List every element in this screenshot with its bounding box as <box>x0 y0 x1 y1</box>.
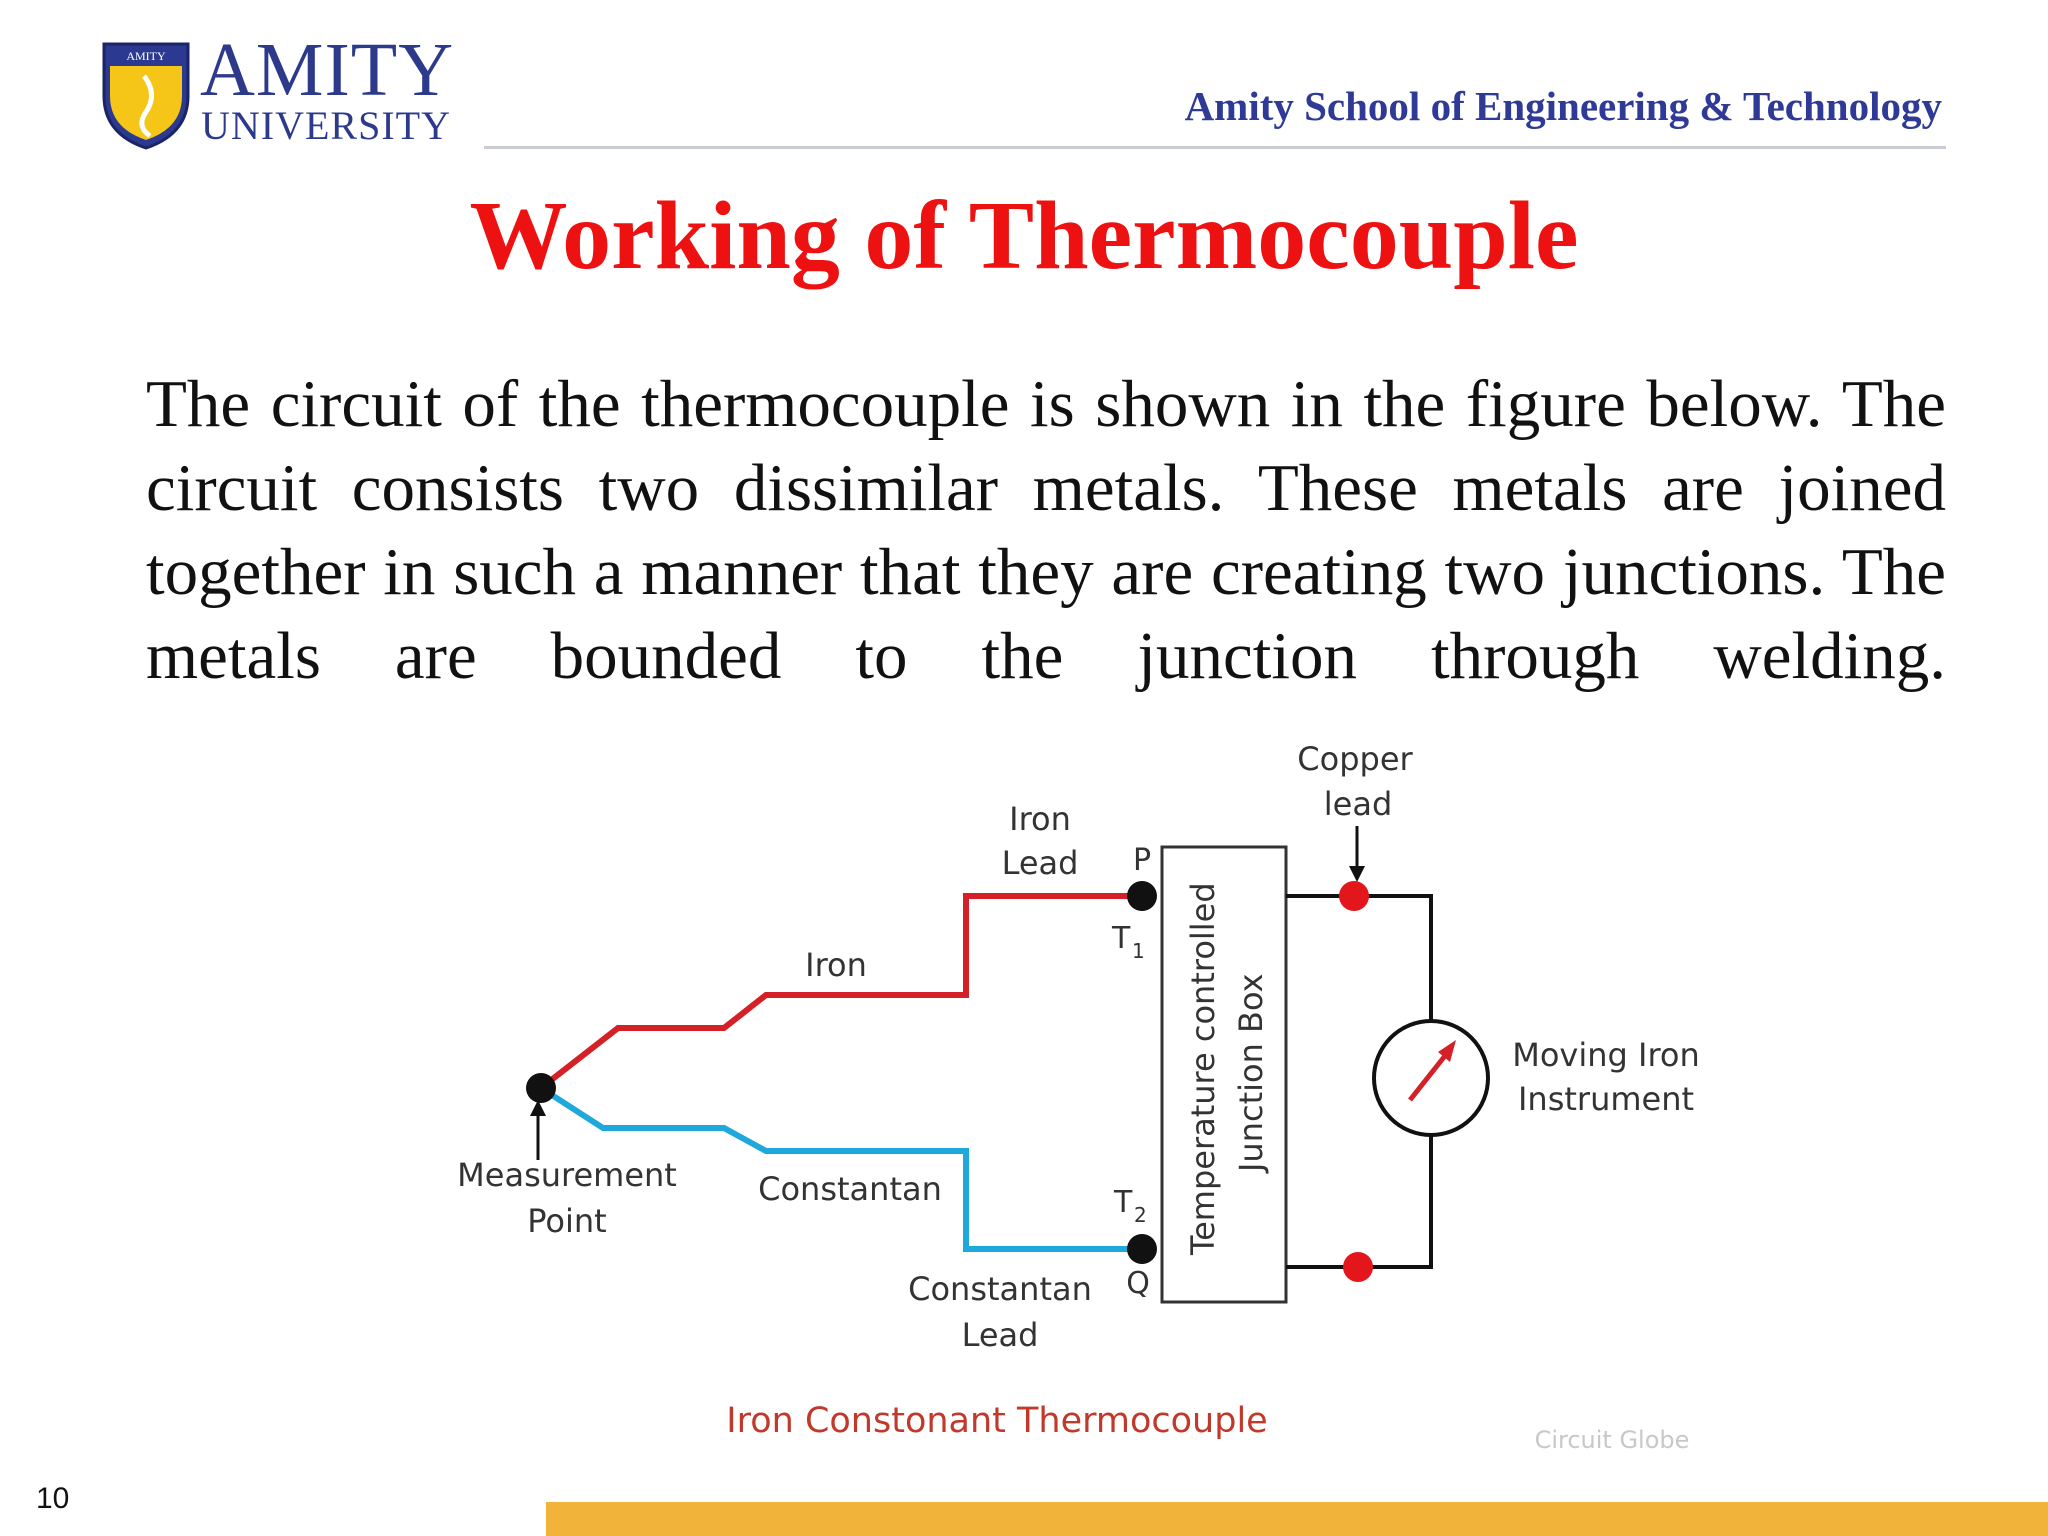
logo-wordmark: AMITY <box>200 28 455 112</box>
body-paragraph: The circuit of the thermocouple is shown in the figure below. The circuit consists two dissimilar metals. These metals are joined together in such a manner that they are creating two junctions. The metals are bounded to the junction through welding. <box>146 367 1946 693</box>
junction-q-dot <box>1127 1234 1157 1264</box>
t2-label: T <box>1114 1185 1133 1220</box>
iron-lead-label-line1: Iron <box>1009 800 1071 838</box>
copper-lead-bottom <box>1286 1128 1431 1267</box>
school-name: Amity School of Engineering & Technology <box>1184 83 1942 129</box>
svg-text:AMITY: AMITY <box>126 49 166 63</box>
t1-label: T <box>1112 921 1131 956</box>
constantan-label: Constantan <box>758 1170 942 1208</box>
footer-bar <box>546 1502 2048 1536</box>
watermark: Circuit Globe <box>1534 1426 1690 1454</box>
copper-lead-arrowhead <box>1349 866 1365 882</box>
copper-lead-label-line1: Copper <box>1297 740 1413 778</box>
copper-lead-top <box>1286 896 1431 1028</box>
t1-subscript: 1 <box>1132 939 1145 963</box>
p-label: P <box>1132 843 1152 878</box>
junction-box-label-line1: Temperature controlled <box>1184 882 1222 1255</box>
slide-title: Working of Thermocouple <box>469 182 1579 290</box>
copper-junction-top-dot <box>1339 881 1369 911</box>
moving-iron-instrument <box>1374 1021 1488 1135</box>
copper-junction-bottom-dot <box>1343 1252 1373 1282</box>
junction-box-label-line2: Junction Box <box>1232 973 1270 1172</box>
iron-wire <box>541 896 1142 1088</box>
logo-subword: UNIVERSITY <box>201 103 451 148</box>
q-label: Q <box>1126 1266 1150 1301</box>
page-number: 10 <box>36 1482 70 1515</box>
constantan-lead-label-line2: Lead <box>961 1316 1039 1354</box>
figure-caption: Iron Constonant Thermocouple <box>726 1401 1268 1441</box>
measurement-point-label-line2: Point <box>527 1202 607 1240</box>
iron-label: Iron <box>805 946 867 984</box>
measurement-point-dot <box>526 1073 556 1103</box>
constantan-lead-label-line1: Constantan <box>908 1270 1092 1308</box>
measurement-point-label-line1: Measurement <box>457 1156 677 1194</box>
instrument-label-line1: Moving Iron <box>1512 1036 1700 1074</box>
junction-p-dot <box>1127 881 1157 911</box>
copper-lead-label-line2: lead <box>1323 785 1393 823</box>
instrument-label-line2: Instrument <box>1517 1080 1695 1118</box>
t2-subscript: 2 <box>1134 1203 1147 1227</box>
iron-lead-label-line2: Lead <box>1001 844 1079 882</box>
